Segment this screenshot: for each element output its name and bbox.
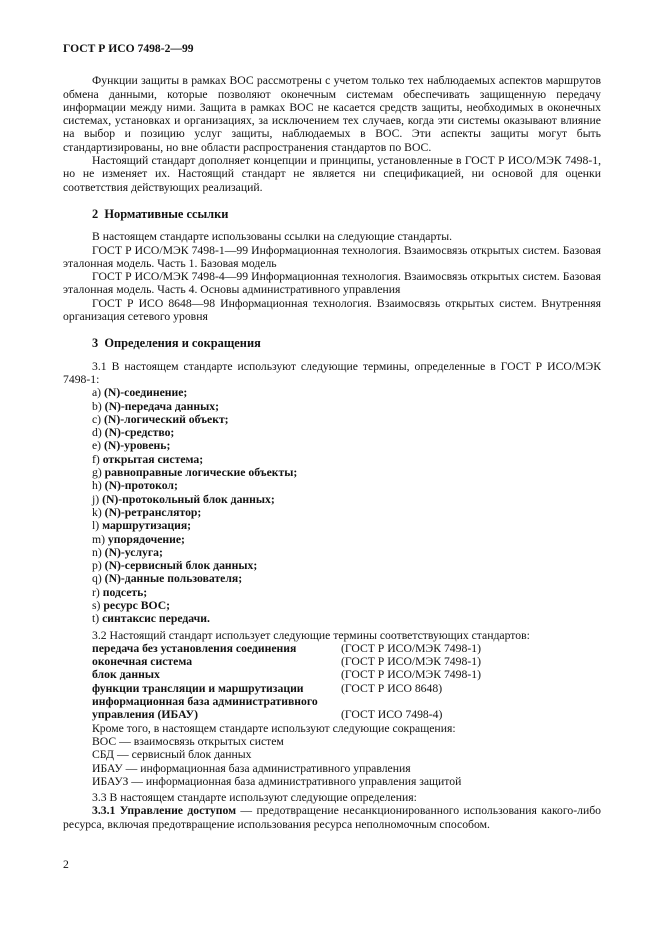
term-item xyxy=(63,546,601,559)
term-item xyxy=(63,466,601,479)
term-text: ресурс ВОС; xyxy=(103,598,171,612)
term-item xyxy=(63,453,601,466)
term-item xyxy=(63,479,601,492)
term-letter: p) xyxy=(92,559,102,573)
clause-3-1: 3.1 В настоящем стандарте используют следующие термины, определенные в ГОСТ Р ИСО/МЭК 7498-1: xyxy=(63,359,601,386)
term-item xyxy=(63,506,601,519)
abbreviation-entry: ИБАУ — информационная база административного управления xyxy=(92,761,411,775)
term-text: (N)-средство; xyxy=(104,426,175,440)
term-text: открытая система; xyxy=(102,452,204,466)
term-item xyxy=(63,493,601,506)
cross-reference-term: блок данных xyxy=(92,668,160,682)
term-letter: r) xyxy=(92,585,100,599)
clause-3-3: 3.3 В настоящем стандарте используют следующие определения: xyxy=(92,791,417,805)
reference-entry: ГОСТ Р ИСО 8648—98 Информационная технология. Взаимосвязь открытых систем. Внутренняя организация сетевого уровня xyxy=(63,296,601,324)
term-item xyxy=(63,612,601,625)
term-item xyxy=(63,426,601,439)
definition-term: 3.3.1 Управление доступом xyxy=(92,804,237,818)
clause-3-2: 3.2 Настоящий стандарт использует следующие термины соответствующих стандартов: xyxy=(92,628,530,642)
term-item xyxy=(63,413,601,426)
terms-list xyxy=(63,386,601,625)
term-text: (N)-уровень; xyxy=(104,439,171,453)
term-text: (N)-протокол; xyxy=(104,479,178,493)
term-text: маршрутизация; xyxy=(102,519,192,533)
term-text: (N)-сервисный блок данных; xyxy=(104,559,258,573)
term-text: (N)-логический объект; xyxy=(104,412,229,426)
term-item xyxy=(63,519,601,532)
term-text: упорядочение; xyxy=(107,532,185,546)
term-letter: t) xyxy=(92,612,100,626)
term-letter: g) xyxy=(92,466,102,480)
term-text: подсеть; xyxy=(102,585,148,599)
cross-reference-source: (ГОСТ Р ИСО/МЭК 7498-1) xyxy=(341,655,481,669)
abbreviation-entry: ИБАУЗ — информационная база административного управления защитой xyxy=(92,774,462,788)
cross-reference-table xyxy=(63,642,601,722)
term-letter: s) xyxy=(92,598,101,612)
term-text: (N)-передача данных; xyxy=(104,399,219,413)
term-item xyxy=(63,586,601,599)
term-item xyxy=(63,533,601,546)
cross-reference-row xyxy=(63,682,601,695)
definition-3-3-1 xyxy=(63,804,601,831)
term-item xyxy=(63,559,601,572)
page-header: ГОСТ Р ИСО 7498-2—99 xyxy=(63,42,194,55)
abbreviations-block xyxy=(63,722,601,788)
section-2-heading: 2 Нормативные ссылки xyxy=(92,206,229,221)
term-letter: j) xyxy=(92,492,100,506)
term-letter: k) xyxy=(92,505,102,519)
term-text: (N)-протокольный блок данных; xyxy=(102,492,275,506)
reference-entry: ГОСТ Р ИСО/МЭК 7498-4—99 Информационная технология. Взаимосвязь открытых систем. Базовая эталонная модель. Часть 4. Основы административного управления xyxy=(63,270,601,297)
section-2-intro: В настоящем стандарте использованы ссылки на следующие стандарты. xyxy=(92,230,453,244)
term-item xyxy=(63,439,601,452)
abbreviation-entry: ВОС — взаимосвязь открытых систем xyxy=(92,734,284,748)
cross-reference-row xyxy=(63,695,601,722)
term-letter: c) xyxy=(92,412,102,426)
cross-reference-source: (ГОСТ Р ИСО/МЭК 7498-1) xyxy=(341,641,481,655)
term-text: (N)-данные пользователя; xyxy=(104,572,243,586)
intro-paragraph-2: Настоящий стандарт дополняет концепции и принципы, установленные в ГОСТ Р ИСО/МЭК 7498-1, но не изменяет их. Настоящий стандарт не является ни спецификацией, ни основой для оценки соответствия действующих реализаций. xyxy=(63,154,601,194)
abbreviation-entry: СБД — сервисный блок данных xyxy=(92,748,252,762)
term-letter: e) xyxy=(92,439,102,453)
term-letter: h) xyxy=(92,479,102,493)
term-letter: n) xyxy=(92,545,102,559)
cross-reference-source: (ГОСТ ИСО 7498-4) xyxy=(341,708,443,722)
cross-reference-row xyxy=(63,668,601,681)
cross-reference-source: (ГОСТ Р ИСО 8648) xyxy=(341,681,443,695)
page-number: 2 xyxy=(63,858,69,871)
term-text: синтаксис передачи. xyxy=(102,612,210,626)
cross-reference-term: оконечная система xyxy=(92,655,193,669)
term-letter: d) xyxy=(92,426,102,440)
term-letter: b) xyxy=(92,399,102,413)
intro-paragraph-1: Функции защиты в рамках ВОС рассмотрены с учетом только тех наблюдаемых аспектов маршрутов обмена данными, которые позволяют оконечным системам обеспечивать защищенную передачу информации между ними. Защита в рамках ВОС не касается средств защиты, необходимых в оконечных системах, установках и организациях, за исключением тех случаев, когда эти системы оказывают влияние на выбор и позицию услуг защиты, наблюдаемых в ВОС. Эти аспекты защиты могут быть стандартизированы, но вне области распространения стандартов по ВОС. xyxy=(63,74,601,154)
cross-reference-term: информационная база административного управления (ИБАУ) xyxy=(92,695,318,722)
cross-reference-term: передача без установления соединения xyxy=(92,641,297,655)
term-letter: q) xyxy=(92,572,102,586)
abbreviations-intro: Кроме того, в настоящем стандарте используют следующие сокращения: xyxy=(92,721,456,735)
term-letter: a) xyxy=(92,386,102,400)
term-text: (N)-соединение; xyxy=(104,386,188,400)
reference-entry: ГОСТ Р ИСО/МЭК 7498-1—99 Информационная технология. Взаимосвязь открытых систем. Базовая эталонная модель. Часть 1. Базовая модель xyxy=(63,243,601,270)
section-3-heading: 3 Определения и сокращения xyxy=(92,336,261,351)
term-item xyxy=(63,400,601,413)
term-letter: l) xyxy=(92,519,100,533)
term-text: (N)-услуга; xyxy=(104,545,163,559)
term-item xyxy=(63,599,601,612)
cross-reference-row xyxy=(63,655,601,668)
term-item xyxy=(63,572,601,585)
definition-text: — предотвращение несанкционированного использования какого-либо ресурса, включая предотвращение использования ресурса неполномочным способом. xyxy=(63,804,601,831)
cross-reference-source: (ГОСТ Р ИСО/МЭК 7498-1) xyxy=(341,668,481,682)
term-letter: m) xyxy=(92,532,105,546)
cross-reference-term: функции трансляции и маршрутизации xyxy=(92,681,304,695)
term-item xyxy=(63,386,601,399)
normative-references xyxy=(63,230,601,323)
term-text: (N)-ретранслятор; xyxy=(104,505,202,519)
term-letter: f) xyxy=(92,452,100,466)
term-text: равноправные логические объекты; xyxy=(104,466,298,480)
cross-reference-row xyxy=(63,642,601,655)
